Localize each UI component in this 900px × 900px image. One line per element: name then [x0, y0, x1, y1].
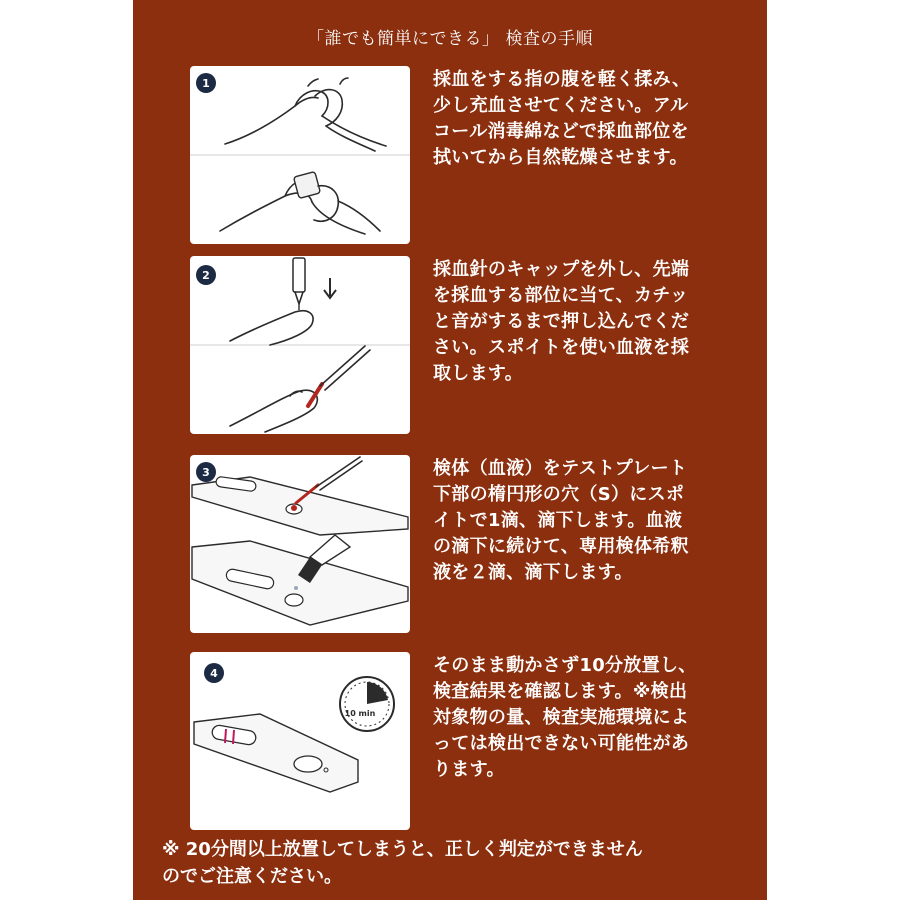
step-1-text: 採血をする指の腹を軽く揉み、 少し充血させてください。アル コール消毒綿などで採血部位を 拭いてから自然乾燥させます。 — [433, 69, 691, 168]
caution-note: ※ 20分間以上放置してしまうと、正しく判定ができません のでご注意ください。 — [162, 839, 643, 887]
step-3-text: 検体（血液）をテストプレート 下部の楕円形の穴（S）にスポ イトで1滴、滴下します。血液 の滴下に続けて、専用検体希釈 液を２滴、滴下します。 — [433, 458, 689, 583]
timer-label: 10 min — [344, 709, 376, 718]
step-2-illustration — [190, 256, 410, 434]
step-number: 3 — [202, 466, 210, 479]
step-number: 2 — [202, 269, 210, 282]
step-4-text: そのまま動かさず10分放置し、 検査結果を確認します。※検出 対象物の量、検査実施環境によ っては検出できない可能性があ ります。 — [433, 655, 697, 780]
step-number: 4 — [210, 667, 218, 680]
step-2-text: 採血針のキャップを外し、先端 を採血する部位に当て、カチッ と音がするまで押し込んでくだ さい。スポイトを使い血液を採 取します。 — [433, 259, 690, 384]
step-3-illustration — [190, 455, 410, 633]
step-number: 1 — [202, 77, 210, 90]
page-title: 「誰でも簡単にできる」 検査の手順 — [307, 29, 593, 49]
timer-icon — [340, 677, 394, 731]
step-1-illustration — [190, 66, 410, 244]
step-4-illustration — [190, 652, 410, 830]
